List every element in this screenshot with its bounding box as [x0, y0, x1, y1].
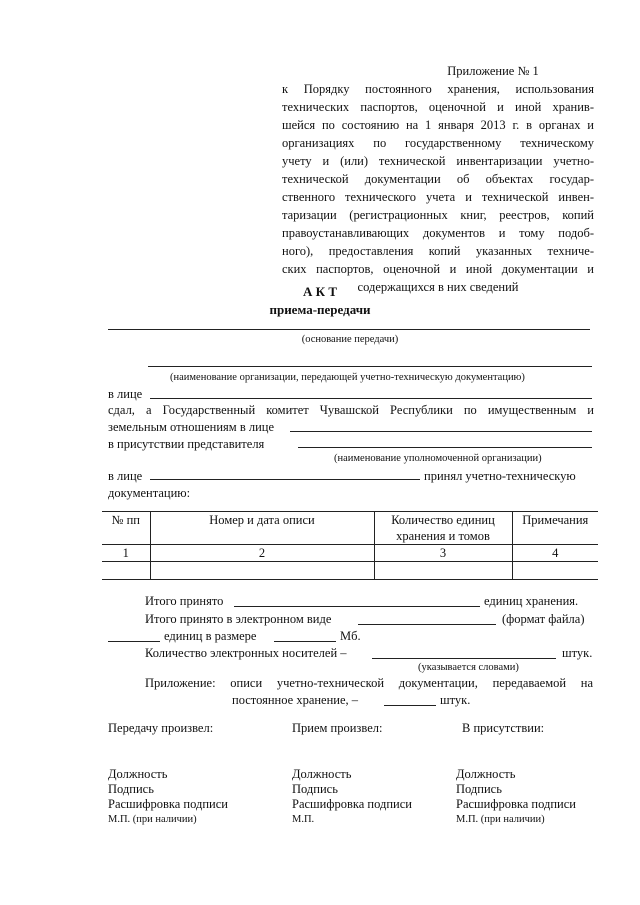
mb-label: Мб. — [340, 629, 361, 643]
total-accepted-label: Итого принято — [145, 594, 224, 608]
header-inventory: Номер и дата описи — [150, 512, 374, 545]
position-label: Должность — [456, 767, 516, 781]
sig-heading-transfer: Передачу произвел: — [108, 721, 214, 735]
seal-label: М.П. (при наличии) — [456, 814, 545, 825]
documentation-label: документацию: — [108, 486, 191, 500]
appendix-line: шейся по состоянию на 1 января 2013 г. в органах и — [282, 118, 594, 132]
storage-units-label: единиц хранения. — [484, 594, 579, 608]
pieces-label: штук. — [562, 646, 593, 660]
signature-block-receive — [292, 767, 412, 827]
electronic-label: Итого принято в электронном виде — [145, 612, 332, 626]
in-words-caption: (указывается словами) — [418, 662, 519, 673]
units-size-label: единиц в размере — [164, 629, 257, 643]
appendix-line: организациях по государственному техническому — [282, 136, 594, 150]
presence-field[interactable] — [298, 447, 592, 448]
carriers-label: Количество электронных носителей – — [145, 646, 347, 660]
basis-field[interactable] — [108, 329, 590, 330]
decoding-label: Расшифровка подписи — [292, 797, 412, 811]
table-cell[interactable] — [374, 562, 512, 580]
column-number: 2 — [150, 545, 374, 562]
seal-label: М.П. (при наличии) — [108, 814, 197, 825]
appendix-line: таризации (регистрационных книг, реестров, копий — [282, 208, 594, 222]
organization-field[interactable] — [148, 366, 592, 367]
total-accepted-field[interactable] — [234, 606, 480, 607]
appendix-line: содержащихся в них сведений — [357, 280, 519, 294]
header-quantity: Количество единиц хранения и томов — [374, 512, 512, 545]
signature-label: Подпись — [292, 782, 338, 796]
table-cell[interactable] — [150, 562, 374, 580]
in-person-label-2: в лице — [108, 469, 143, 483]
handed-over-text: сдал, а Государственный комитет Чувашской Республики по имущественным и — [108, 403, 594, 417]
land-relations-label: земельным отношениям в лице — [108, 420, 275, 434]
appendix-header — [282, 62, 594, 296]
authorized-org-caption: (наименование уполномоченной организации) — [334, 453, 542, 464]
header-notes: Примечания — [512, 512, 598, 545]
position-label: Должность — [292, 767, 352, 781]
table-cell[interactable] — [102, 562, 150, 580]
seal-label: М.П. — [292, 814, 315, 825]
attachment-storage-label: постоянное хранение, – — [232, 693, 359, 707]
header-number: № пп — [102, 512, 150, 545]
column-number: 1 — [102, 545, 150, 562]
land-relations-field[interactable] — [290, 431, 592, 432]
appendix-line: к Порядку постоянного хранения, использования — [282, 82, 594, 96]
inventory-table — [102, 511, 598, 580]
accepted-suffix: принял учетно-техническую — [424, 469, 576, 483]
column-number: 4 — [512, 545, 598, 562]
appendix-line: технических паспортов, оценочной и иной хранив- — [282, 100, 594, 114]
electronic-field[interactable] — [358, 624, 496, 625]
sig-heading-presence: В присутствии: — [462, 721, 545, 735]
units-count-field[interactable] — [108, 641, 160, 642]
appendix-line: ственного технического учета и технической инвен- — [282, 190, 594, 204]
decoding-label: Расшифровка подписи — [456, 797, 576, 811]
organization-caption: (наименование организации, передающей учетно-техническую документацию) — [170, 372, 525, 383]
appendix-number: Приложение № 1 — [447, 64, 539, 78]
signature-label: Подпись — [108, 782, 154, 796]
in-person-field[interactable] — [150, 398, 592, 399]
decoding-label: Расшифровка подписи — [108, 797, 228, 811]
attachment-pieces-label: штук. — [440, 693, 471, 707]
in-person-field-2[interactable] — [150, 479, 420, 480]
appendix-line: правоустанавливающих документов и тому подоб- — [282, 226, 594, 240]
table-cell[interactable] — [512, 562, 598, 580]
sig-heading-receive: Прием произвел: — [292, 721, 383, 735]
in-person-label: в лице — [108, 387, 143, 401]
presence-label: в присутствии представителя — [108, 437, 265, 451]
attachment-text: Приложение: описи учетно-технической документации, передаваемой на — [145, 676, 593, 690]
position-label: Должность — [108, 767, 168, 781]
column-number: 3 — [374, 545, 512, 562]
appendix-line: ного), предоставления копий указанных техниче- — [282, 244, 594, 258]
act-title: А К Т — [303, 284, 337, 299]
appendix-line: технической документации об объектах государ- — [282, 172, 594, 186]
size-mb-field[interactable] — [274, 641, 336, 642]
appendix-line: учету и (или) технической инвентаризации учетно- — [282, 154, 594, 168]
basis-caption: (основание передачи) — [301, 334, 399, 345]
appendix-line: ских паспортов, оценочной и иной документации и — [282, 262, 594, 276]
signature-block-transfer — [108, 767, 228, 827]
attachment-pieces-field[interactable] — [384, 705, 436, 706]
act-subtitle: приема-передачи — [269, 302, 371, 317]
signature-block-presence — [456, 767, 576, 827]
signature-label: Подпись — [456, 782, 502, 796]
file-format-label: (формат файла) — [502, 612, 585, 626]
